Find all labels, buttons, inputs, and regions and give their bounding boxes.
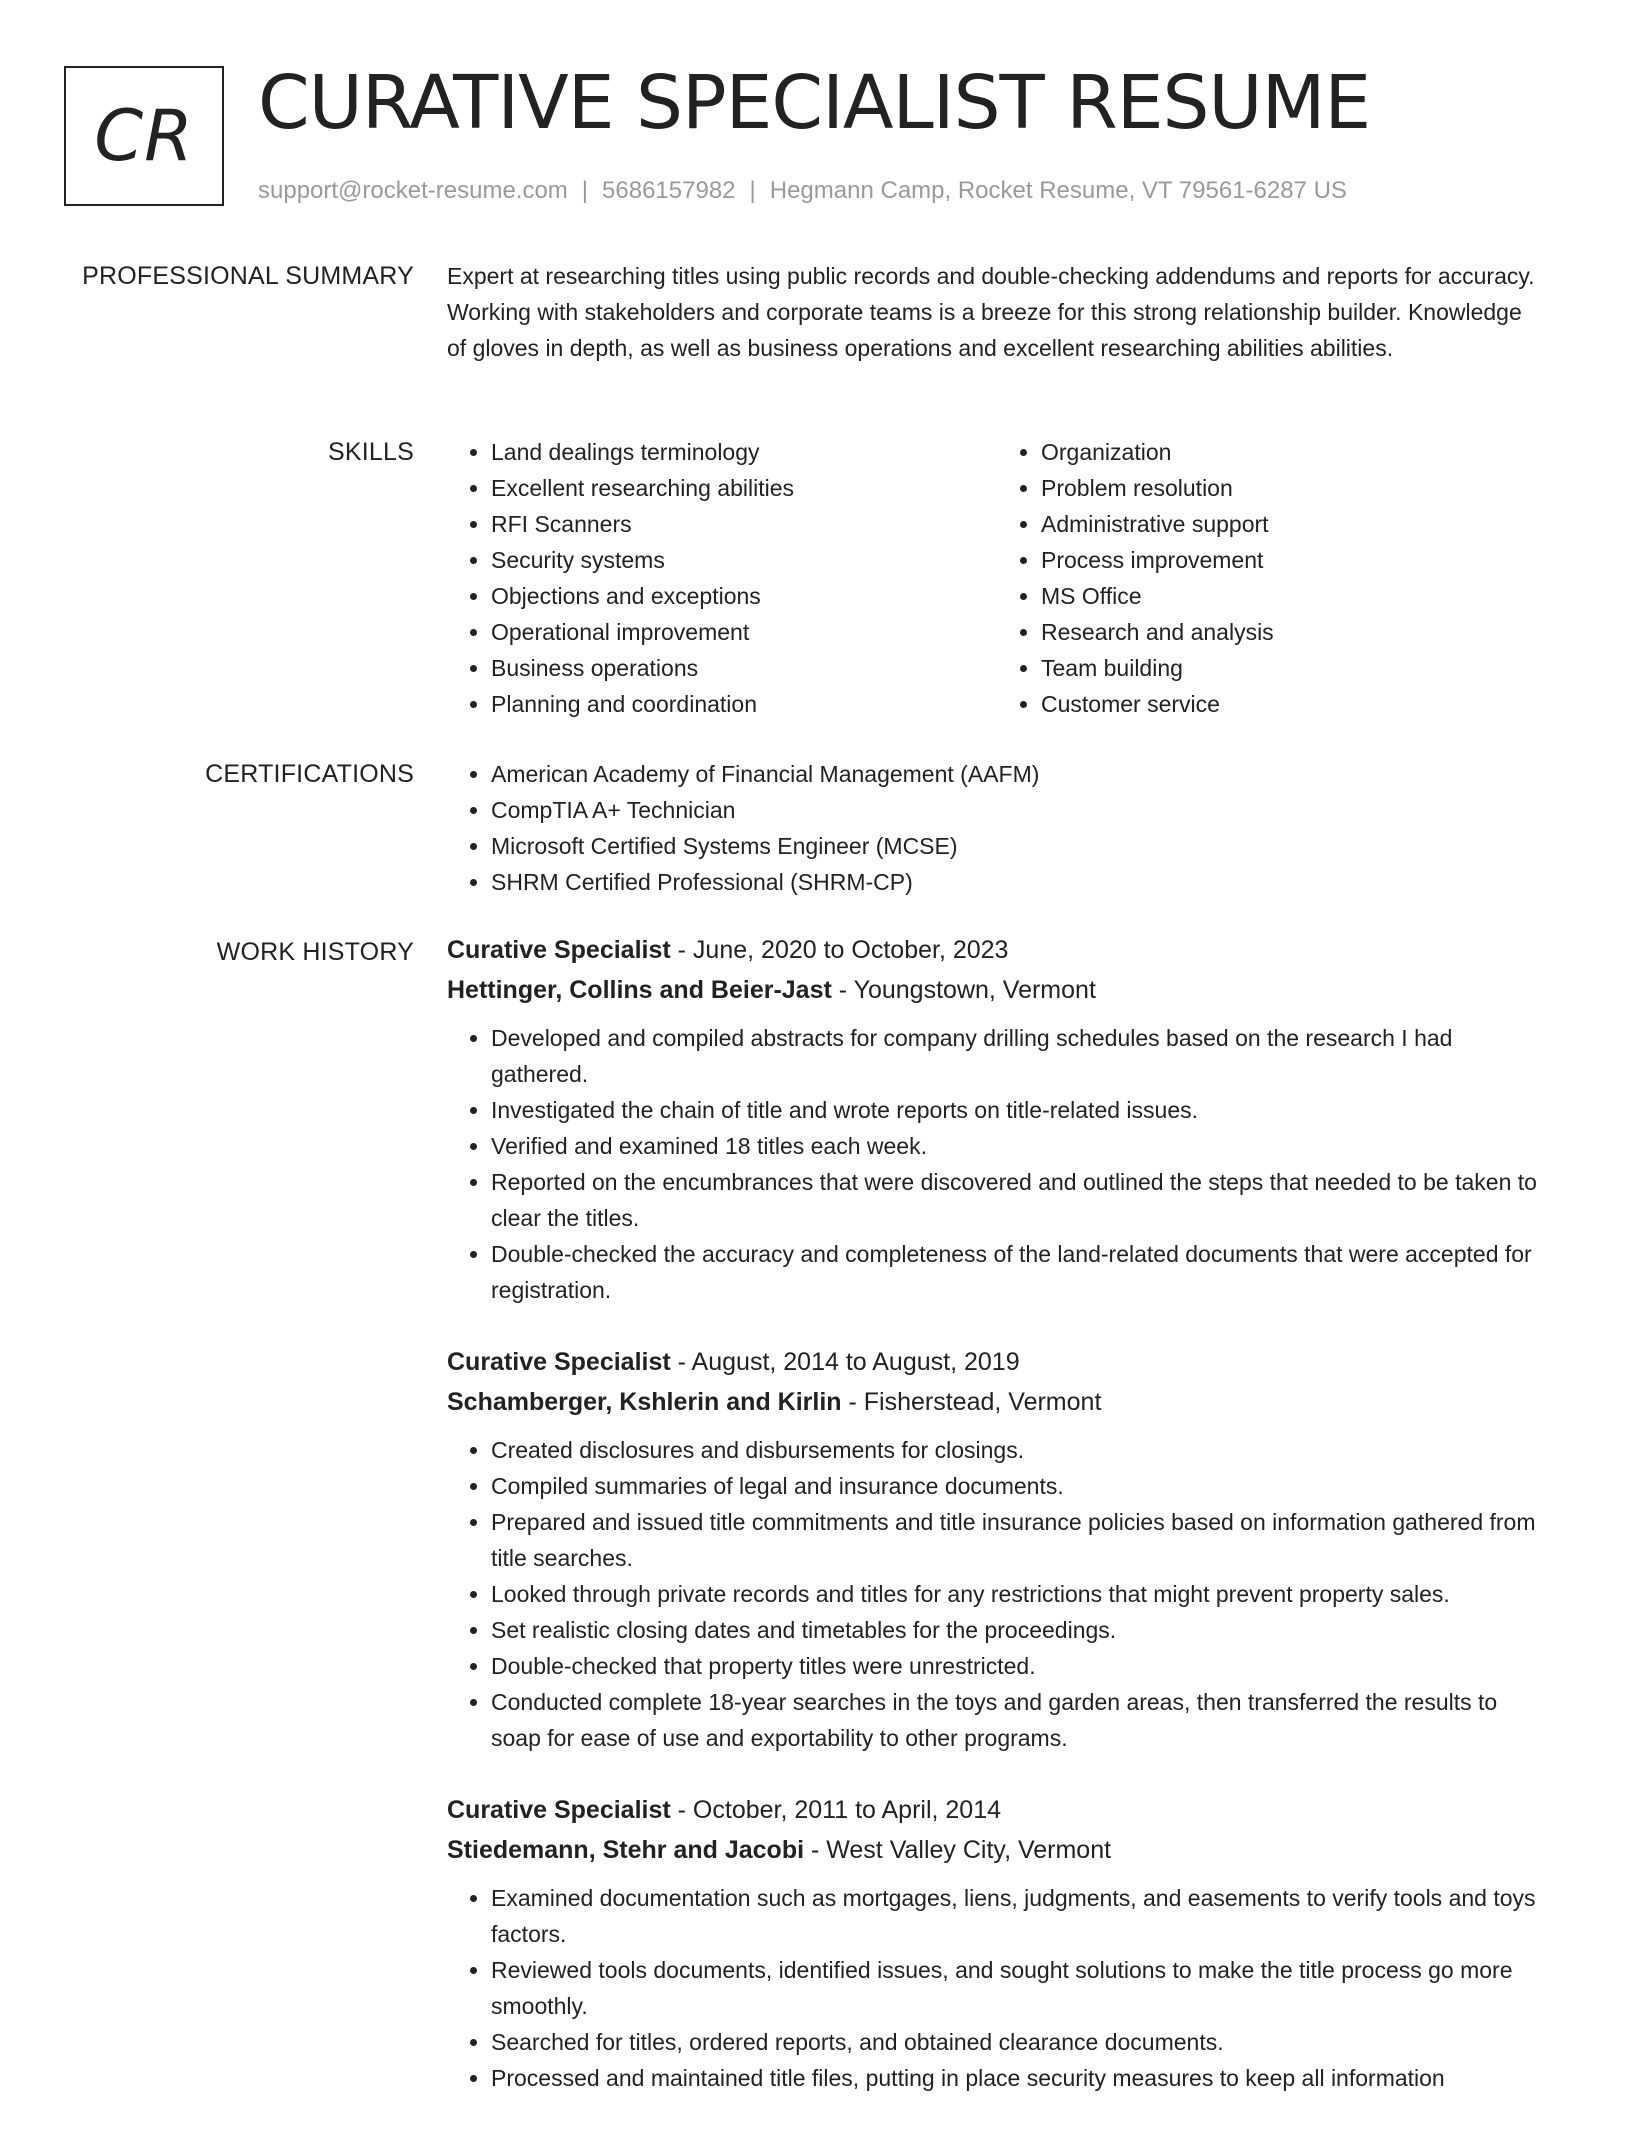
job-entry [447, 1342, 1547, 1756]
contact-separator: | [749, 177, 756, 204]
skill-item: • Problem resolution [1041, 470, 1547, 506]
job-entry [447, 930, 1547, 1308]
skills-section [447, 434, 1547, 722]
certifications-section-label: CERTIFICATIONS [205, 760, 414, 788]
job-title: Curative Specialist [447, 1348, 671, 1376]
contact-email: support@rocket-resume.com [258, 177, 568, 204]
summary-section-label: PROFESSIONAL SUMMARY [82, 262, 414, 290]
job-bullet: • Searched for titles, ordered reports, and obtained clearance documents. [491, 2024, 1547, 2060]
job-bullet: • Conducted complete 18-year searches in the toys and garden areas, then transferred the results to soap for ease of use and exportability to other programs. [491, 1684, 1547, 1756]
job-company-line [447, 1382, 1547, 1422]
job-bullet: • Looked through private records and titles for any restrictions that might prevent property sales. [491, 1576, 1547, 1612]
job-bullet: • Developed and compiled abstracts for company drilling schedules based on the research I had gathered. [491, 1020, 1547, 1092]
job-bullet: • Created disclosures and disbursements for closings. [491, 1432, 1547, 1468]
job-bullet: • Processed and maintained title files, putting in place security measures to keep all information [491, 2060, 1547, 2096]
job-dates: - October, 2011 to April, 2014 [670, 1796, 1002, 1824]
contact-separator: | [581, 177, 589, 204]
skill-item: • Planning and coordination [491, 686, 997, 722]
skill-item: • Excellent researching abilities [491, 470, 997, 506]
job-dates: - June, 2020 to October, 2023 [670, 936, 1009, 964]
skill-item: • Administrative support [1041, 506, 1547, 542]
job-bullet: • Investigated the chain of title and wrote reports on title-related issues. [491, 1092, 1547, 1128]
skill-item: • Business operations [491, 650, 997, 686]
skill-item: • Land dealings terminology [491, 434, 997, 470]
job-title: Curative Specialist [447, 1796, 671, 1824]
skills-list-right [997, 434, 1547, 722]
skills-columns [447, 434, 1547, 722]
job-bullets [447, 1020, 1547, 1308]
job-bullet: • Examined documentation such as mortgages, liens, judgments, and easements to verify tools and toys factors. [491, 1880, 1547, 1952]
skill-item: • Customer service [1041, 686, 1547, 722]
job-dates: - August, 2014 to August, 2019 [670, 1348, 1020, 1376]
job-company-line [447, 970, 1547, 1010]
contact-address: Hegmann Camp, Rocket Resume, VT 79561-6287 US [769, 177, 1347, 204]
contact-line [258, 176, 1347, 206]
job-bullet: • Double-checked that property titles were unrestricted. [491, 1648, 1547, 1684]
summary-text: Expert at researching titles using public records and double-checking addendums and reports for accuracy. Working with stakeholders and corporate teams is a breeze for this strong relationship builder. Knowledge of gloves in depth, as well as business operations and excellent researching abilities abilities. [447, 263, 1535, 361]
job-title-line [447, 1790, 1547, 1830]
job-bullet: • Verified and examined 18 titles each week. [491, 1128, 1547, 1164]
skill-item: • Organization [1041, 434, 1547, 470]
certifications-list [447, 756, 1547, 900]
certifications-section [447, 756, 1547, 900]
job-title-line [447, 930, 1547, 970]
job-title-line [447, 1342, 1547, 1382]
job-entry [447, 1790, 1547, 2096]
job-bullet: • Reviewed tools documents, identified issues, and sought solutions to make the title process go more smoothly. [491, 1952, 1547, 2024]
skill-item: • Research and analysis [1041, 614, 1547, 650]
skills-list-left [447, 434, 997, 722]
work-history-section-label: WORK HISTORY [216, 938, 414, 966]
skill-item: • Security systems [491, 542, 997, 578]
skill-item: • Operational improvement [491, 614, 997, 650]
job-bullet: • Double-checked the accuracy and completeness of the land-related documents that were accepted for registration. [491, 1236, 1547, 1308]
skill-item: • MS Office [1041, 578, 1547, 614]
skill-item: • Process improvement [1041, 542, 1547, 578]
skill-item: • Team building [1041, 650, 1547, 686]
job-company: Schamberger, Kshlerin and Kirlin [447, 1388, 842, 1416]
job-title: Curative Specialist [447, 936, 671, 964]
certification-item: • SHRM Certified Professional (SHRM-CP) [491, 864, 1547, 900]
job-bullets [447, 1432, 1547, 1756]
contact-phone: 5686157982 [602, 177, 736, 204]
job-bullets [447, 1880, 1547, 2096]
job-location: - Youngstown, Vermont [831, 976, 1096, 1004]
job-company: Hettinger, Collins and Beier-Jast [447, 976, 832, 1004]
job-company-line [447, 1830, 1547, 1870]
job-bullet: • Set realistic closing dates and timetables for the proceedings. [491, 1612, 1547, 1648]
summary-section [447, 258, 1547, 366]
work-history-section [447, 930, 1547, 2130]
job-bullet: • Prepared and issued title commitments and title insurance policies based on information gathered from title searches. [491, 1504, 1547, 1576]
job-bullet: • Compiled summaries of legal and insurance documents. [491, 1468, 1547, 1504]
monogram-logo: CR [64, 66, 224, 206]
job-company: Stiedemann, Stehr and Jacobi [447, 1836, 805, 1864]
certification-item: • American Academy of Financial Management (AAFM) [491, 756, 1547, 792]
certification-item: • Microsoft Certified Systems Engineer (MCSE) [491, 828, 1547, 864]
skill-item: • RFI Scanners [491, 506, 997, 542]
skills-section-label: SKILLS [328, 438, 414, 466]
resume-title: CURATIVE SPECIALIST RESUME [258, 60, 1371, 146]
skill-item: • Objections and exceptions [491, 578, 997, 614]
certification-item: • CompTIA A+ Technician [491, 792, 1547, 828]
job-location: - West Valley City, Vermont [804, 1836, 1112, 1864]
job-location: - Fisherstead, Vermont [841, 1388, 1102, 1416]
job-bullet: • Reported on the encumbrances that were discovered and outlined the steps that needed to be taken to clear the titles. [491, 1164, 1547, 1236]
